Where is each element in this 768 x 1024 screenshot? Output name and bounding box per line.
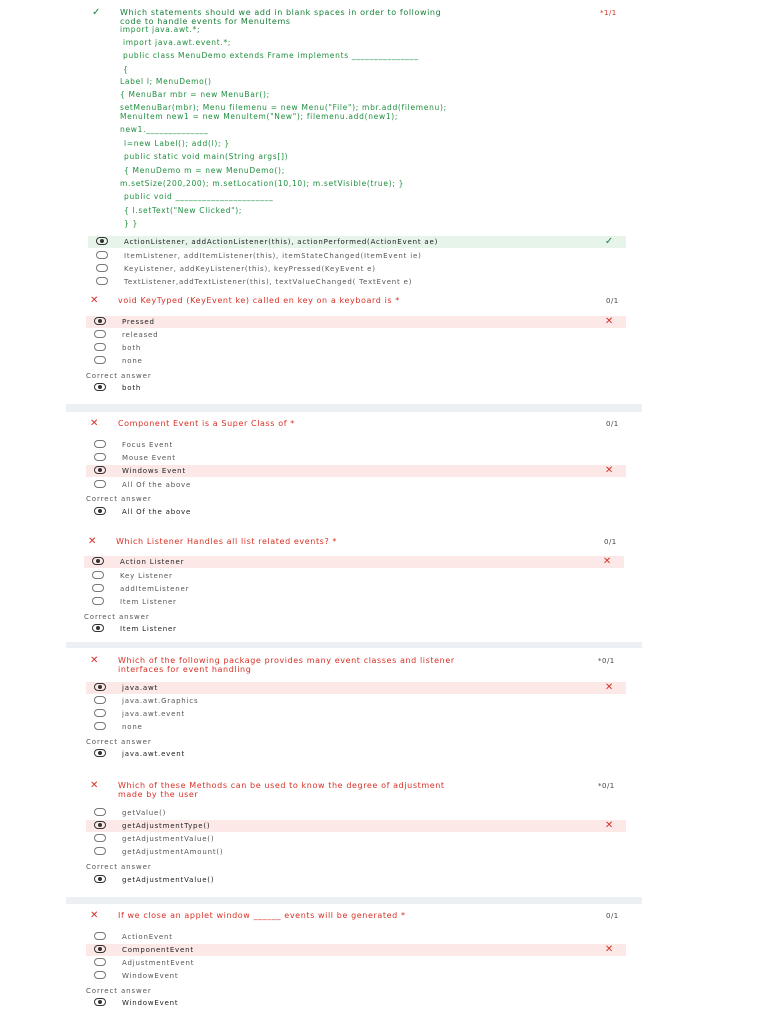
wrong-x-icon: ✕ — [90, 780, 99, 791]
radio-icon[interactable] — [94, 330, 106, 338]
radio-icon[interactable] — [96, 277, 108, 285]
radio-selected-icon — [94, 749, 106, 757]
correct-answer-heading: Correct answer — [86, 987, 152, 995]
section-divider — [66, 404, 642, 412]
section-divider — [66, 642, 642, 648]
radio-selected-icon — [94, 998, 106, 1006]
correct-answer: both — [86, 382, 286, 394]
radio-icon[interactable] — [94, 696, 106, 704]
radio-icon[interactable] — [92, 584, 104, 592]
question-score: *0/1 — [598, 657, 615, 665]
radio-icon[interactable] — [96, 264, 108, 272]
correct-answer: WindowEvent — [86, 997, 286, 1009]
answer-option[interactable]: getAdjustmentType() ✕ — [86, 820, 626, 832]
correct-check-icon: ✓ — [92, 7, 101, 18]
correct-answer: getAdjustmentValue() — [86, 874, 306, 886]
code-line: Label l; MenuDemo() — [120, 77, 212, 86]
question-score: 0/1 — [606, 912, 619, 920]
correct-answer-heading: Correct answer — [86, 863, 152, 871]
radio-icon[interactable] — [94, 847, 106, 855]
answer-option[interactable]: java.awt.event — [86, 708, 626, 720]
question-text: Component Event is a Super Class of * — [118, 419, 295, 428]
question-text: void KeyTyped (KeyEvent ke) called en key on a keyboard is * — [118, 296, 400, 305]
correct-answer: Item Listener — [84, 623, 284, 635]
code-line: new1.______________ — [120, 125, 209, 134]
wrong-x-icon: ✕ — [604, 465, 614, 476]
wrong-x-icon: ✕ — [604, 682, 614, 693]
answer-option[interactable]: ComponentEvent ✕ — [86, 944, 626, 956]
radio-icon[interactable] — [94, 356, 106, 364]
answer-option[interactable]: ItemListener, addItemListener(this), itemStateChanged(ItemEvent ie) — [88, 250, 626, 262]
code-line: l=new Label(); add(l); } — [124, 139, 230, 148]
radio-selected-icon[interactable] — [94, 683, 106, 691]
wrong-x-icon: ✕ — [604, 944, 614, 955]
radio-icon[interactable] — [94, 453, 106, 461]
question-text: If we close an applet window ______ events will be generated * — [118, 911, 406, 920]
code-line: import java.awt.event.*; — [123, 38, 232, 47]
radio-icon[interactable] — [92, 571, 104, 579]
answer-option[interactable]: none — [86, 355, 626, 367]
wrong-x-icon: ✕ — [90, 910, 99, 921]
answer-option[interactable]: getAdjustmentValue() — [86, 833, 626, 845]
code-line: } } — [124, 219, 139, 228]
wrong-x-icon: ✕ — [604, 316, 614, 327]
question-score: *1/1 — [600, 9, 617, 17]
code-line: { — [123, 65, 129, 74]
answer-option[interactable]: Action Listener ✕ — [84, 556, 624, 568]
radio-icon[interactable] — [94, 808, 106, 816]
answer-option[interactable]: getAdjustmentAmount() — [86, 846, 626, 858]
answer-option[interactable]: released — [86, 329, 626, 341]
code-line: setMenuBar(mbr); Menu filemenu = new Menu("File"); mbr.add(filemenu); — [120, 103, 447, 112]
answer-option[interactable]: none — [86, 721, 626, 733]
answer-option[interactable]: Windows Event ✕ — [86, 465, 626, 477]
question-text: Which of the following package provides many event classes and listener interfaces for event handling — [118, 656, 455, 674]
question-score: *0/1 — [598, 782, 615, 790]
wrong-x-icon: ✕ — [90, 418, 99, 429]
code-line: { l.setText("New Clicked"); — [124, 206, 243, 215]
radio-selected-icon[interactable] — [94, 821, 106, 829]
answer-option[interactable]: AdjustmentEvent — [86, 957, 626, 969]
radio-icon[interactable] — [94, 932, 106, 940]
answer-option[interactable]: Focus Event — [86, 439, 626, 451]
correct-answer-heading: Correct answer — [86, 738, 152, 746]
question-text: Which statements should we add in blank spaces in order to following code to handle events for MenuItems — [120, 8, 442, 26]
radio-selected-icon — [94, 507, 106, 515]
answer-option[interactable]: All Of the above — [86, 479, 626, 491]
answer-option[interactable]: java.awt.Graphics — [86, 695, 626, 707]
wrong-x-icon: ✕ — [88, 536, 97, 547]
question-score: 0/1 — [604, 538, 617, 546]
correct-answer-heading: Correct answer — [84, 613, 150, 621]
answer-option[interactable]: both — [86, 342, 626, 354]
answer-option[interactable]: getValue() — [86, 807, 626, 819]
code-line: { MenuDemo m = new MenuDemo(); — [124, 166, 285, 175]
answer-option[interactable]: Key Listener — [84, 570, 624, 582]
radio-selected-icon[interactable] — [94, 945, 106, 953]
radio-selected-icon[interactable] — [94, 466, 106, 474]
radio-icon[interactable] — [94, 958, 106, 966]
radio-icon[interactable] — [94, 709, 106, 717]
radio-icon[interactable] — [94, 343, 106, 351]
radio-selected-icon[interactable] — [96, 237, 108, 245]
wrong-x-icon: ✕ — [90, 295, 99, 306]
code-line: public static void main(String args[]) — [124, 152, 289, 161]
question-text: Which Listener Handles all list related events? * — [116, 537, 338, 546]
correct-check-icon: ✓ — [604, 236, 614, 247]
answer-option[interactable]: addItemListener — [84, 583, 624, 595]
section-divider — [66, 897, 642, 904]
answer-option[interactable]: Pressed ✕ — [86, 316, 626, 328]
correct-answer-heading: Correct answer — [86, 495, 152, 503]
radio-selected-icon — [94, 875, 106, 883]
code-line: MenuItem new1 = new MenuItem("New"); filemenu.add(new1); — [120, 112, 399, 121]
answer-option[interactable]: ActionListener, addActionListener(this), actionPerformed(ActionEvent ae) ✓ — [88, 236, 626, 248]
question-text: Which of these Methods can be used to know the degree of adjustment made by the user — [118, 781, 445, 799]
code-line: m.setSize(200,200); m.setLocation(10,10); m.setVisible(true); } — [120, 179, 405, 188]
radio-icon[interactable] — [96, 251, 108, 259]
radio-selected-icon — [94, 383, 106, 391]
radio-selected-icon[interactable] — [92, 557, 104, 565]
answer-option[interactable]: TextListener,addTextListener(this), textValueChanged( TextEvent e) — [88, 276, 626, 288]
wrong-x-icon: ✕ — [604, 820, 614, 831]
radio-icon[interactable] — [92, 597, 104, 605]
radio-selected-icon[interactable] — [94, 317, 106, 325]
question-score: 0/1 — [606, 420, 619, 428]
wrong-x-icon: ✕ — [602, 556, 612, 567]
correct-answer: java.awt.event — [86, 748, 286, 760]
radio-icon[interactable] — [94, 440, 106, 448]
question-score: 0/1 — [606, 297, 619, 305]
answer-option[interactable]: Mouse Event — [86, 452, 626, 464]
code-line: { MenuBar mbr = new MenuBar(); — [120, 90, 270, 99]
radio-icon[interactable] — [94, 722, 106, 730]
code-line: public class MenuDemo extends Frame implements _______________ — [123, 51, 419, 60]
answer-option[interactable]: java.awt ✕ — [86, 682, 626, 694]
answer-option[interactable]: KeyListener, addKeyListener(this), keyPressed(KeyEvent e) — [88, 263, 626, 275]
answer-option[interactable]: Item Listener — [84, 596, 624, 608]
correct-answer: All Of the above — [86, 506, 286, 518]
answer-option[interactable]: WindowEvent — [86, 970, 626, 982]
correct-answer-heading: Correct answer — [86, 372, 152, 380]
answer-option[interactable]: ActionEvent — [86, 931, 626, 943]
radio-icon[interactable] — [94, 834, 106, 842]
code-line: import java.awt.*; — [120, 25, 201, 34]
radio-icon[interactable] — [94, 971, 106, 979]
wrong-x-icon: ✕ — [90, 655, 99, 666]
code-line: public void ______________________ — [124, 192, 274, 201]
radio-selected-icon — [92, 624, 104, 632]
radio-icon[interactable] — [94, 480, 106, 488]
